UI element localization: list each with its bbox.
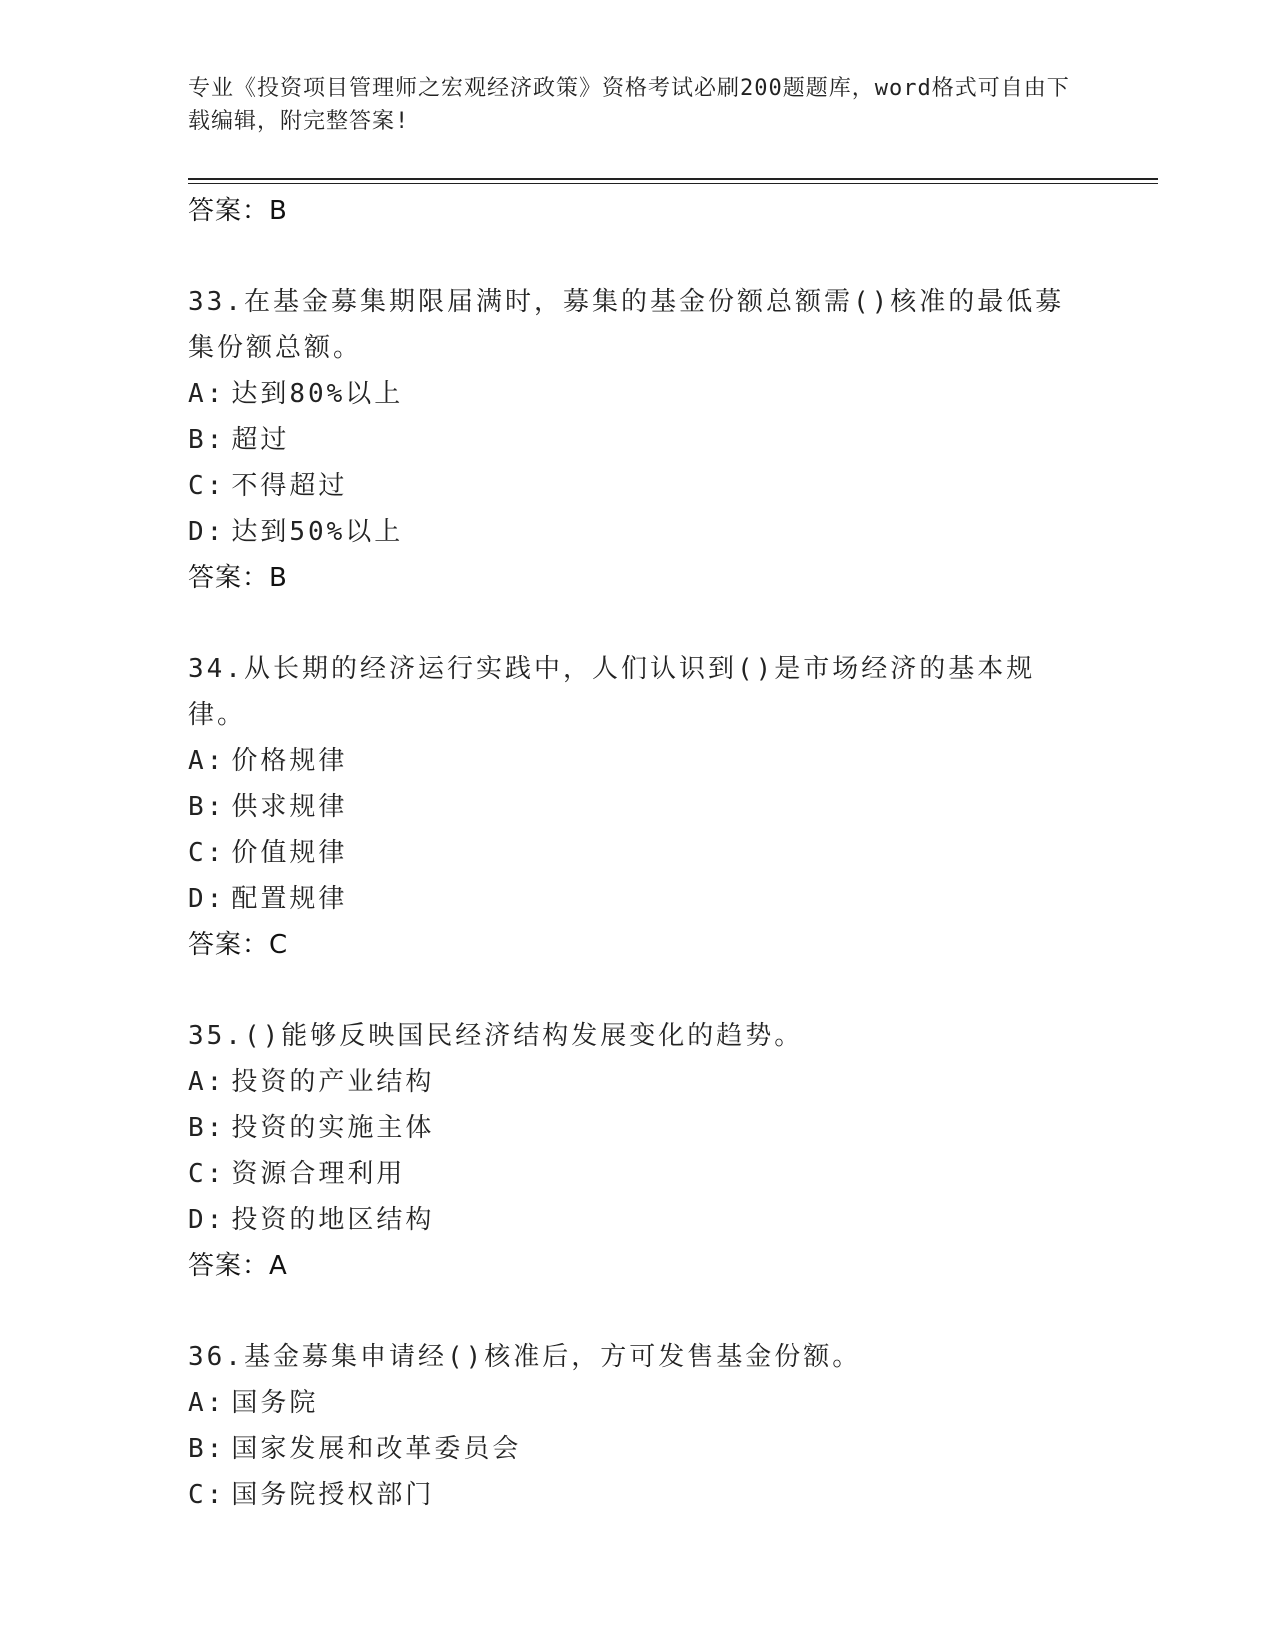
answer-line: 答案：C: [188, 930, 289, 960]
option-key: A:: [188, 746, 226, 776]
question-stem: 33.在基金募集期限届满时，募集的基金份额总额需()核准的最低募集份额总额。: [188, 287, 1065, 363]
answer-line: 答案：A: [188, 1251, 288, 1281]
option-text: 资源合理利用: [231, 1159, 406, 1189]
option-key: C:: [188, 1159, 226, 1189]
option-a: [188, 371, 1088, 417]
question-block: [188, 1334, 1088, 1518]
option-key: C:: [188, 838, 226, 868]
option-c: [188, 1472, 1088, 1518]
block-gap: [188, 601, 1088, 646]
option-a: [188, 1059, 1088, 1105]
question-block: [188, 279, 1088, 601]
option-a: [188, 738, 1088, 784]
option-d: [188, 876, 1088, 922]
option-c: [188, 830, 1088, 876]
option-text: 价值规律: [231, 838, 348, 868]
option-key: D:: [188, 884, 226, 914]
document-header: 专业《投资项目管理师之宏观经济政策》资格考试必刷200题题库，word格式可自由下载编辑，附完整答案!: [188, 76, 1070, 134]
header-rule-thick: [188, 178, 1158, 180]
option-c: [188, 463, 1088, 509]
option-key: B:: [188, 792, 226, 822]
option-key: A:: [188, 1388, 226, 1418]
option-text: 投资的地区结构: [231, 1205, 435, 1235]
option-key: D:: [188, 1205, 226, 1235]
option-c: [188, 1151, 1088, 1197]
option-text: 投资的产业结构: [231, 1067, 435, 1097]
option-d: [188, 509, 1088, 555]
option-key: B:: [188, 1434, 226, 1464]
option-key: A:: [188, 1067, 226, 1097]
header-rule-thin: [188, 183, 1158, 184]
question-block: [188, 646, 1088, 968]
option-key: B:: [188, 425, 226, 455]
option-a: [188, 1380, 1088, 1426]
option-b: [188, 1426, 1088, 1472]
option-key: B:: [188, 1113, 226, 1143]
answer-line: 答案：B: [188, 563, 288, 593]
question-stem: 34.从长期的经济运行实践中，人们认识到()是市场经济的基本规律。: [188, 654, 1036, 730]
option-key: D:: [188, 517, 226, 547]
option-text: 国务院: [231, 1388, 319, 1418]
option-text: 超过: [231, 425, 290, 455]
option-text: 供求规律: [231, 792, 348, 822]
option-key: C:: [188, 471, 226, 501]
option-text: 价格规律: [231, 746, 348, 776]
question-block: [188, 1013, 1088, 1289]
block-gap: [188, 1289, 1088, 1334]
option-text: 不得超过: [231, 471, 348, 501]
question-stem: 35.()能够反映国民经济结构发展变化的趋势。: [188, 1021, 804, 1051]
option-d: [188, 1197, 1088, 1243]
option-text: 国家发展和改革委员会: [231, 1434, 522, 1464]
option-text: 达到50%以上: [231, 517, 404, 547]
option-text: 配置规律: [231, 884, 348, 914]
option-text: 达到80%以上: [231, 379, 404, 409]
block-gap: [188, 234, 1088, 279]
option-key: C:: [188, 1480, 226, 1510]
option-text: 投资的实施主体: [231, 1113, 435, 1143]
question-stem: 36.基金募集申请经()核准后，方可发售基金份额。: [188, 1342, 862, 1372]
option-text: 国务院授权部门: [231, 1480, 435, 1510]
option-key: A:: [188, 379, 226, 409]
option-b: [188, 417, 1088, 463]
option-b: [188, 784, 1088, 830]
block-gap: [188, 968, 1088, 1013]
option-b: [188, 1105, 1088, 1151]
question-list: [188, 188, 1088, 1518]
answer-line: 答案：B: [188, 196, 288, 226]
